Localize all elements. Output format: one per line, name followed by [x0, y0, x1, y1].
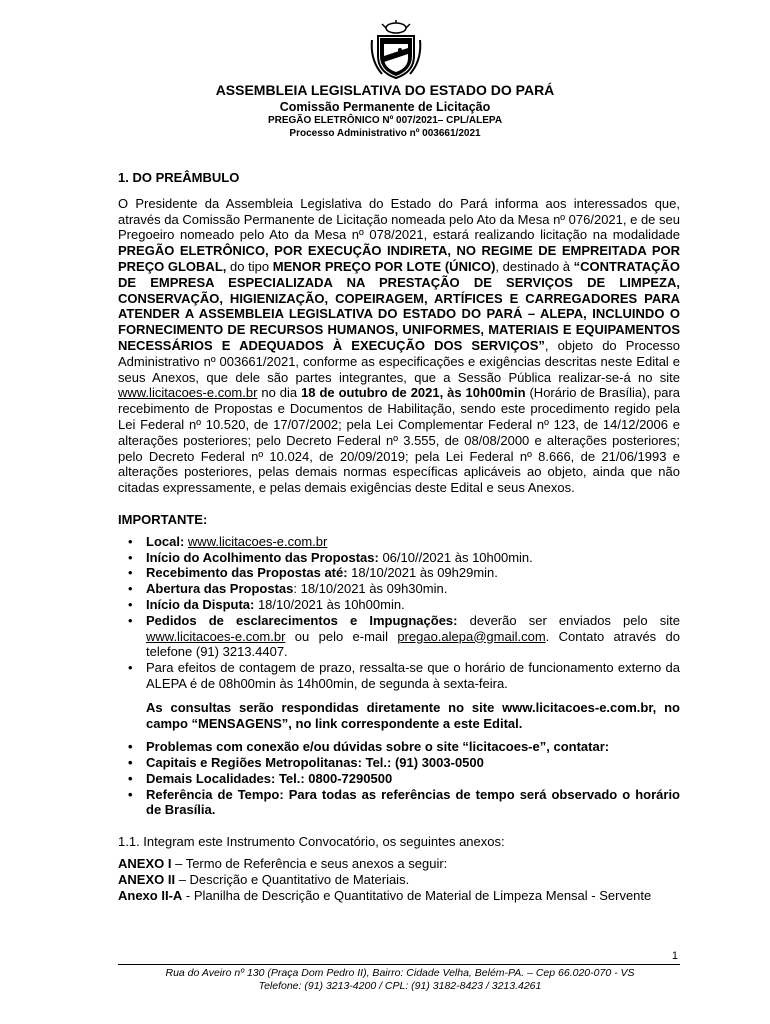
anexo2-text: – Descrição e Quantitativo de Materiais. — [175, 871, 410, 887]
anexo2-label: ANEXO II — [118, 871, 176, 887]
list-item — [118, 613, 680, 660]
pedidos-text: ou pelo e-mail — [285, 628, 398, 644]
bullet-icon: • — [128, 581, 133, 597]
footer-phones: Telefone: (91) 3213-4200 / CPL: (91) 3182-8423 / 3213.4261 — [258, 980, 542, 992]
coat-of-arms-logo — [370, 20, 422, 80]
pedidos-text: deverão ser enviados pelo site — [457, 612, 680, 628]
preamble-text: , objeto do Processo Administrativo nº 003661/2021, conforme as especificações e exigências descritas neste Edital e seus Anexos, que dele são partes integrantes, que a Sessão Pública realizar-se-á no site — [118, 337, 680, 385]
anexo2a-text: - Planilha de Descrição e Quantitativo de Material de Limpeza Mensal - Servente — [182, 887, 652, 903]
list-item — [118, 739, 680, 755]
acolhimento-label: Início do Acolhimento das Propostas: — [146, 549, 379, 565]
commission-subtitle: Comissão Permanente de Licitação — [279, 100, 491, 114]
list-item — [118, 771, 680, 787]
processo-number: Processo Administrativo nº 003661/2021 — [289, 128, 481, 139]
anexo-line — [118, 856, 680, 872]
recebimento-label: Recebimento das Propostas até: — [146, 565, 348, 581]
acolhimento-value: 06/10//2021 às 10h00min. — [378, 549, 533, 565]
consultas-note: As consultas serão respondidas diretamente no site www.licitacoes-e.com.br, no campo “MENSAGENS”, no link correspondente a este Edital. — [146, 699, 680, 731]
preamble-text: , destinado à — [495, 258, 574, 274]
preamble-bold-modalidade: PREGÃO ELETRÔNICO, POR EXECUÇÃO INDIRETA, NO REGIME DE EMPREITADA POR PREÇO GLOBAL, — [118, 243, 680, 274]
abertura-label: Abertura das Propostas — [146, 581, 294, 597]
local-label: Local: — [146, 533, 185, 549]
anexo-line — [118, 888, 680, 904]
bullet-icon: • — [128, 612, 133, 628]
pedidos-text: . Contato através do telefone (91) 3213.4407. — [146, 628, 680, 660]
list-item — [118, 597, 680, 613]
local-link[interactable]: www.licitacoes-e.com.br — [187, 533, 328, 549]
preamble-bold-objeto: “CONTRATAÇÃO DE EMPRESA ESPECIALIZADA NA PRESTAÇÃO DE SERVIÇOS DE LIMPEZA, CONSERVAÇÃO, HIGIENIZAÇÃO, COPEIRAGEM, ARTÍFICES E CARREGADORES PARA ATENDER A ASSEMBLEIA LEGISLATIVA DO ESTADO DO PARÁ – ALEPA, INCLUINDO O FORNECIMENTO DE RECURSOS HUMANOS, UNIFORMES, MATERIAIS E EQUIPAMENTOS NECESSÁRIOS E ADEQUADOS À EXECUÇÃO DOS SERVIÇOS” — [118, 258, 680, 353]
anexo2a-label: Anexo II-A — [118, 887, 183, 903]
pregao-number: PREGÃO ELETRÔNICO Nº 007/2021– CPL/ALEPA — [267, 115, 503, 126]
preamble-text: O Presidente da Assembleia Legislativa do Estado do Pará informa aos interessados que, através da Comissão Permanente de Licitação nomeada pelo Ato da Mesa nº 076/2021, e de seu Pregoeiro nomeado pelo Ato da Mesa nº 078/2021, estará realizando licitação na modalidade — [118, 195, 680, 243]
anexo1-text: – Termo de Referência e seus anexos a seguir: — [171, 856, 448, 872]
disputa-value: 18/10/2021 às 10h00min. — [254, 596, 405, 612]
section-title-anexos: 1.1. Integram este Instrumento Convocatório, os seguintes anexos: — [118, 834, 505, 850]
bullet-icon: • — [128, 786, 133, 802]
pedidos-email-link[interactable]: pregao.alepa@gmail.com — [397, 628, 546, 644]
demais-text: Demais Localidades: Tel.: 0800-7290500 — [146, 770, 393, 786]
page-number: 1 — [671, 950, 678, 962]
preamble-bold-date: 18 de outubro de 2021, às 10h00min — [301, 385, 526, 401]
footer-divider — [118, 964, 680, 965]
section-title-preambulo: 1. DO PREÂMBULO — [118, 170, 240, 185]
list-item — [118, 581, 680, 597]
bullet-icon: • — [128, 549, 133, 565]
preamble-paragraph — [118, 196, 680, 496]
capitais-text: Capitais e Regiões Metropolitanas: Tel.: (91) 3003-0500 — [146, 755, 484, 771]
important-list — [118, 534, 680, 692]
important-title: IMPORTANTE: — [118, 511, 208, 527]
bullet-icon: • — [128, 565, 133, 581]
list-item — [118, 550, 680, 566]
institution-title: ASSEMBLEIA LEGISLATIVA DO ESTADO DO PARÁ — [215, 82, 555, 98]
bullet-icon: • — [128, 739, 133, 755]
licitacoes-link[interactable]: www.licitacoes-e.com.br — [118, 385, 258, 401]
anexo1-label: ANEXO I — [118, 856, 172, 872]
list-item — [118, 565, 680, 581]
disputa-label: Início da Disputa: — [146, 596, 255, 612]
list-item — [118, 534, 680, 550]
bullet-icon: • — [128, 770, 133, 786]
footer-address: Rua do Aveiro nº 130 (Praça Dom Pedro II), Bairro: Cidade Velha, Belém-PA. – Cep 66.020-070 - VS — [165, 967, 635, 979]
bullet-icon: • — [128, 596, 133, 612]
preamble-text: (Horário de Brasília), para recebimento de Propostas e Documentos de Habilitação, sendo este procedimento regido pela Lei Federal nº 10.520, de 17/07/2002; pela Lei Complementar Federal nº 123, de 14/12/2006 e alterações posteriores; pelo Decreto Federal nº 3.555, de 08/08/2000 e alterações posteriores; pelo Decreto Federal nº 10.024, de 20/09/2019; pela Lei Federal nº 8.666, de 21/06/1993 e alterações posteriores, pelas demais normas específicas aplicáveis ao objeto, ainda que não citadas expressamente, e pelas demais exigências deste Edital e seus Anexos. — [118, 385, 681, 496]
bullet-icon: • — [128, 533, 133, 549]
abertura-value: : 18/10/2021 às 09h30min. — [293, 581, 448, 597]
bullet-icon: • — [128, 755, 133, 771]
list-item — [118, 755, 680, 771]
preamble-text: do tipo — [226, 258, 273, 274]
bullet-icon: • — [128, 660, 133, 676]
document-body — [118, 170, 680, 903]
prazo-text: Para efeitos de contagem de prazo, ressalta-se que o horário de funcionamento externo da ALEPA é de 08h00min às 14h00min, de segunda à sexta-feira. — [146, 660, 680, 691]
contact-list — [118, 739, 680, 818]
recebimento-value: 18/10/2021 às 09h29min. — [347, 565, 498, 581]
anexo-line — [118, 872, 680, 888]
pedidos-label: Pedidos de esclarecimentos e Impugnações: — [146, 612, 458, 628]
problemas-text: Problemas com conexão e/ou dúvidas sobre o site “licitacoes-e”, contatar: — [146, 739, 610, 755]
preamble-bold-tipo: MENOR PREÇO POR LOTE (ÚNICO) — [272, 258, 496, 274]
preamble-text: no dia — [257, 385, 302, 401]
list-item — [118, 660, 680, 692]
pedidos-link[interactable]: www.licitacoes-e.com.br — [146, 628, 286, 644]
referencia-text: Referência de Tempo: Para todas as referências de tempo será observado o horário de Brasília. — [146, 786, 680, 818]
list-item — [118, 787, 680, 819]
